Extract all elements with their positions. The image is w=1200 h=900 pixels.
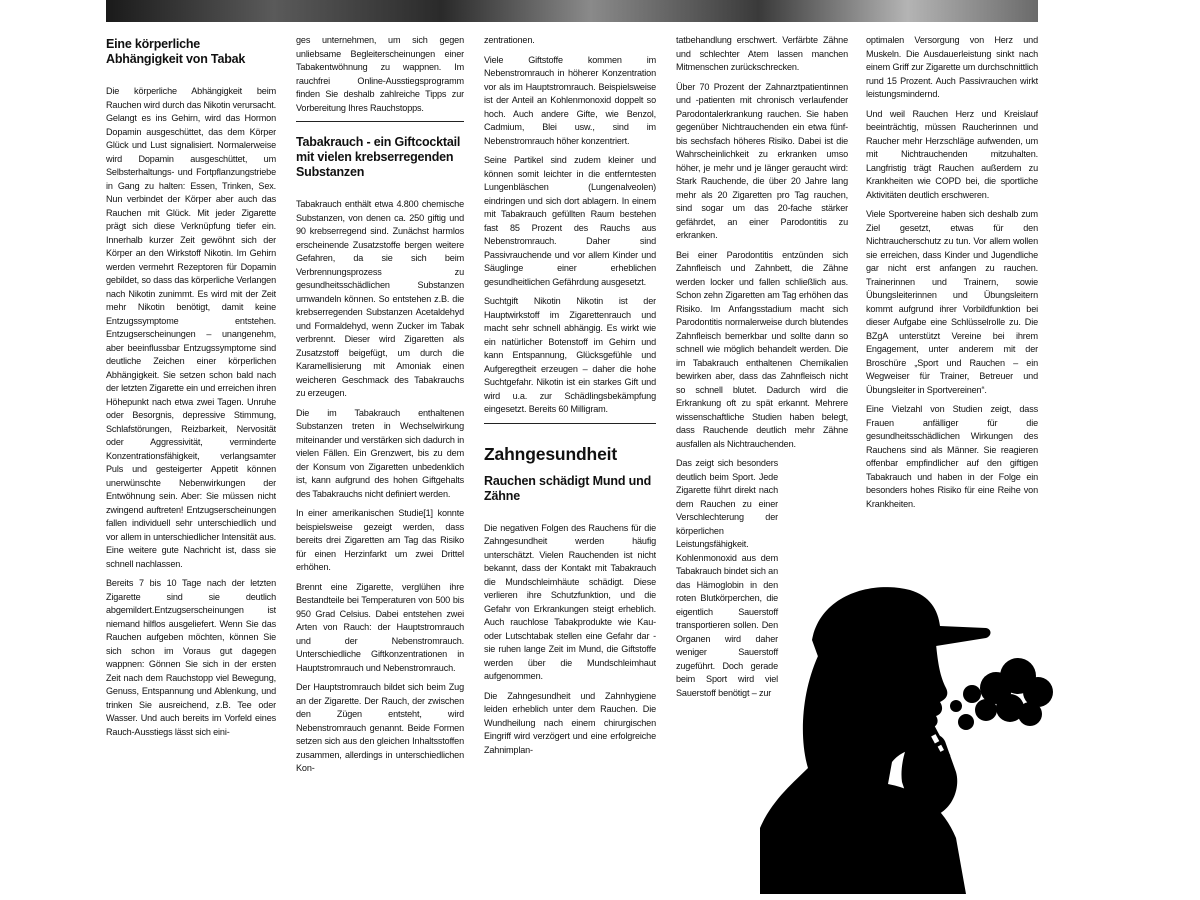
paragraph: Bereits 7 bis 10 Tage nach der letzten Zigarette sind sie deutlich abgemildert.Entzugserscheinungen ist niemand hilflos ausgeliefert. Wenn Sie das Rauchen aufgeben möchten, können Sie sich schon im Voraus gut dagegen wappnen: Gönnen Sie sich in der ersten Zeit nach dem Rauchstopp viel Bewegung, Genuss, Entspannung und Ablenkung, und trinken Sie ausreichend, z.B. Tee oder Wasser. Und auch bereits im Vorfeld eines Rauch-Ausstiegs lässt sich eini- xyxy=(106,578,276,737)
section-divider xyxy=(296,121,464,180)
subheading-mund-zaehne: Rauchen schädigt Mund und Zähne xyxy=(484,473,652,503)
paragraph: Die körperliche Abhängigkeit beim Rauchen wird durch das Nikotin verursacht. Gelangt es ins Gehirn, wird das Hormon Dopamin ausgeschüttet, das dem Körper Glück und Lust signalisiert. Normalerweise wird Dopamin ausgeschüttet, um Selbsterhaltungs- und Fortpflanzungstriebe in Gang zu halten: Essen, Trinken, Sex. Nun verbindet der Körper aber auch das Rauchen mit Glück. Mit jeder Zigarette prägt sich diese Verknüpfung tiefer ein. Innerhalb kurzer Zeit gewöhnt sich der Körper an den Wirkstoff Nikotin. Im Gehirn werden vermehrt Rezeptoren für Dopamin gebildet, so dass das körperliche Verlangen nach Nikotin zunimmt. Es wird mit der Zeit mehr Nikotin benötigt, damit keine Entzugssymptome entstehen. Entzugserscheinungen – unangenehm, aber beeinflussbar Entzugssymptome sind deutliche Zeichen einer körperlichen Abhängigkeit. Sie setzen schon bald nach der letzten Zigarette ein und erreichen ihren Höhepunkt nach etwa zwei Tagen. Unruhe oder Besorgnis, depressive Stimmung, Schlafstörungen, Reizbarkeit, Nervosität oder Aggressivität, verminderte Konzentrationsfähigkeit, verlangsamter Puls und gesteigerter Appetit können unerwünschte Nebenwirkungen der Entwöhnung sein. Aber: Sie müssen nicht zwingend auftreten! Entzugserscheinungen fallen individuell sehr unterschiedlich und vor allem in unterschiedlicher Intensität aus. Eine weitere gute Nachricht ist, dass sie schnell nachlassen. xyxy=(106,86,276,569)
paragraph: Seine Partikel sind zudem kleiner und können somit leichter in die entferntesten Lungenbläschen (Lungenalveolen) eindringen und sich dort ablagern. In einem mit Tabakrauch gefüllten Raum bestehen fast 85 Prozent des Rauchs aus Nebenstromrauch. Daher sind Passivrauchende und vor allem Kinder und Säuglinge einer erheblichen gesundheitlichen Gefährdung ausgesetzt. xyxy=(484,155,656,287)
paragraph: Viele Giftstoffe kommen im Nebenstromrauch in höherer Konzentration vor als im Hauptstromrauch. Beispielsweise ist der Anteil an Kohlenmonoxid doppelt so hoch. Auch andere Gifte, wie Benzol, Cadmium, Blei usw., sind im Nebenstromrauch höher konzentriert. xyxy=(484,54,656,146)
paragraph: Eine Vielzahl von Studien zeigt, dass Frauen anfälliger für die gesundheitsschädlichen Wirkungen des Rauchens sind als Männer. Sie reagieren offenbar empfindlicher auf den giftigen Tabakrauch und haben in der Folge ein besonders hohes Risiko für eine Reihe von Krankheiten. xyxy=(866,404,1038,509)
paragraph: zentrationen. xyxy=(484,35,535,45)
vaping-silhouette-illustration xyxy=(760,576,1060,894)
heading-giftcocktail: Tabakrauch - ein Giftcocktail mit vielen krebserregenden Substanzen xyxy=(296,135,461,179)
paragraph: Viele Sportvereine haben sich deshalb zum Ziel gesetzt, etwas für den Nichtraucherschutz zu tun. Vor allem wollen sie erreichen, dass Kinder und Jugendliche gar nicht erst anfangen zu rauchen. Trainerinnen und Trainern, sowie Übungsleiterinnen und Übungsleitern kommt aufgrund ihrer Vorbildfunktion bei dieser Aufgabe eine Schlüsselrolle zu. Die BZgA unterstützt Vereine bei ihrem Engagement, unter anderem mit der Broschüre „Sport und Rauchen – ein Wegweiser für Trainer, Betreuer und Übungsleiter in Sportvereinen“. xyxy=(866,209,1038,395)
paragraph: Über 70 Prozent der Zahnarztpatientinnen und -patienten mit chronisch verlaufender Parodontalerkrankung rauchen. Sie haben gegenüber Nichtrauchenden ein etwa fünf- bis sechsfach höheres Risiko. Dabei ist die Wahrscheinlichkeit zu erkranken umso höher, je mehr und je länger geraucht wird: Stark Rauchende, die über 20 Jahre lang mehr als 20 Zigaretten pro Tag rauchen, sind sogar um das 20-fache stärker gefährdet, an einer Parodontitis zu erkranken. xyxy=(676,81,848,240)
paragraph: optimalen Versorgung von Herz und Muskeln. Die Ausdauerleistung sinkt nach einem Griff zur Zigarette um durchschnittlich rund 15 Prozent. Auch Passivrauchen wirkt leistungsmindernd. xyxy=(866,35,1038,99)
paragraph: Die Zahngesundheit und Zahnhygiene leiden erheblich unter dem Rauchen. Die Wundheilung nach einem chirurgischen Eingriff wird verzögert und eine erfolgreiche Zahnimplan- xyxy=(484,690,656,755)
paragraph: Tabakrauch enthält etwa 4.800 chemische Substanzen, von denen ca. 250 giftig und 90 krebserregend sind. Zunächst harmlos erscheinende Zusatzstoffe bergen weitere Gefahren, da sie sich beim Verbrennungsprozess zu gesundheitsschädlichen Substanzen umwandeln können. So entstehen z.B. die krebserregenden Substanzen Acetaldehyd und Formaldehyd, wenn Zucker im Tabak verbrennt. Dieser wird Zigaretten als Zusatzstoff beigefügt, um durch die Karamellisierung mit Amoniak einen weicheren Geschmack des Tabakrauchs zu erzeugen. xyxy=(296,199,464,398)
paragraph: Die negativen Folgen des Rauchens für die Zahngesundheit werden häufig unterschätzt. Vielen Rauchenden ist nicht bekannt, dass der Kontakt mit Tabakrauch die Mundschleimhäute schädigt. Diese verlieren ihre Schutzfunktion, und die Gefahr von Erkrankungen steigt erheblich. Auch rauchlose Tabakprodukte wie Kau- oder Lutschtabak stellen eine Gefahr dar - sie ruhen lange Zeit im Mund, die Giftstoffe werden über die Mundschleimhaut aufgenommen. xyxy=(484,522,656,681)
header-photo-strip xyxy=(106,0,1038,22)
heading-zahngesundheit: Zahngesundheit xyxy=(484,443,618,464)
paragraph: Brennt eine Zigarette, verglühen ihre Bestandteile bei Temperaturen von 500 bis 950 Grad Celsius. Dabei entstehen zwei Arten von Rauch: der Hauptstromrauch und der Nebenstromrauch. Unterschiedliche Giftkonzentrationen in Hauptstromrauch und Nebenstromrauch. xyxy=(296,581,464,673)
paragraph: Bei einer Parodontitis entzünden sich Zahnfleisch und Zahnbett, die Zähne werden locker und fallen schließlich aus. Schon zehn Zigaretten am Tag erhöhen das Risiko. Im Anfangsstadium macht sich Parodontitis normalerweise durch blutendes Zahnfleisch bemerkbar und sollte dann so schnell wie möglich behandelt werden. Die im Tabakrauch enthaltenen Chemikalien bewirken aber, dass das Zahnfleisch nicht so schnell blutet. Dadurch wird die Erkrankung oft zu spät erkannt. Mehrere wissenschaftliche Studien haben belegt, dass Rauchende deutlich mehr Zähne ausfallen als Nichtrauchenden. xyxy=(676,249,848,449)
paragraph: Suchtgift Nikotin Nikotin ist der Hauptwirkstoff im Zigarettenrauch und macht sehr schnell abhängig. Es wirkt wie ein natürlicher Botenstoff im Gehirn und kann Entspannung, Glücksgefühle und Aufgeregtheit erzeugen – daher die hohe Suchtgefahr. Nikotin ist ein starkes Gift und wird u.a. zur Schädlingsbekämpfung eingesetzt. Bereits 60 Milligram. xyxy=(484,296,656,414)
paragraph: In einer amerikanischen Studie[1] konnte beispielsweise gezeigt werden, dass bereits drei Zigaretten am Tag das Risiko für einen Herzinfarkt um zwei Drittel erhöhen. xyxy=(296,508,464,572)
column-2 xyxy=(296,34,464,896)
paragraph: Die im Tabakrauch enthaltenen Substanzen treten in Wechselwirkung miteinander und verstärken sich dadurch in vielen Fällen. Ein Grenzwert, bis zu dem der Konsum von Zigaretten unbedenklich ist, kann aufgrund des hohen Giftgehalts des Tabakrauchs nicht definiert werden. xyxy=(296,407,464,499)
paragraph: Das zeigt sich besonders deutlich beim Sport. Jede Zigarette führt direkt nach dem Rauchen zu einer Verschlechterung der körperlichen Leistungsfähigkeit. Kohlenmonoxid aus dem Tabakrauch bindet sich an das Hämoglobin in den roten Blutkörperchen, die eigentlich Sauerstoff transportieren sollen. Den Organen wird daher weniger Sauerstoff zugeführt. Doch gerade beim Sport wird viel Sauerstoff benötigt – zur xyxy=(676,458,778,698)
column-1 xyxy=(106,34,276,896)
paragraph: ges unternehmen, um sich gegen unliebsame Begleiterscheinungen einer Tabakentwöhnung zu wappnen. Im rauchfrei Online-Ausstiegsprogramm finden Sie deshalb zahlreiche Tipps zur Vorbereitung Ihres Rauchstopps. xyxy=(296,35,464,113)
paragraph: Der Hauptstromrauch bildet sich beim Zug an der Zigarette. Der Rauch, der zwischen den Zügen entsteht, wird Nebenstromrauch genannt. Beide Formen setzen sich aus den gleichen Inhaltsstoffen zusammen, allerdings in unterschiedlichen Kon- xyxy=(296,682,464,773)
heading-abhaengigkeit: Eine körperliche Abhängigkeit von Tabak xyxy=(106,37,246,66)
section-divider xyxy=(484,423,656,504)
paragraph: Und weil Rauchen Herz und Kreislauf beeinträchtig, müssen Raucherinnen und Raucher mehr Herzschläge aufwenden, um mit Nichtrauchenden mitzuhalten. Langfristig trägt Rauchen außerdem zu Krankheiten wie COPD bei, die sportliche Aktivitäten deutlich erschweren. xyxy=(866,108,1038,200)
column-3 xyxy=(484,34,656,896)
paragraph: tatbehandlung erschwert. Verfärbte Zähne und schlechter Atem lassen manchen Mitmenschen zurückschrecken. xyxy=(676,35,848,72)
